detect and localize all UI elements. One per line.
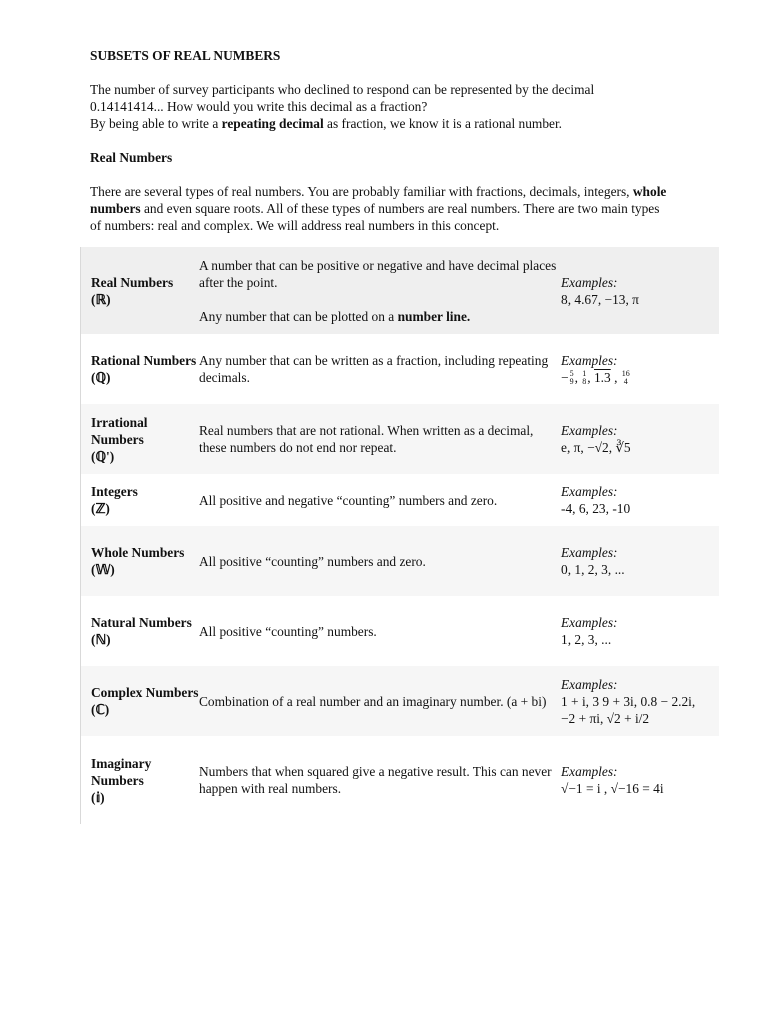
- example-values: − 5 9 , 1 8 , 1.3 , 16 4: [561, 369, 630, 387]
- row-definition-cell: [199, 693, 561, 710]
- overview-line-2-post: and even square roots. All of these types of numbers are real numbers. There are two main types: [140, 201, 660, 216]
- term-label: Real Numbers: [91, 274, 174, 290]
- example-values: √−1 = i , √−16 = 4i: [561, 781, 664, 796]
- intro-line-1: The number of survey participants who declined to respond can be represented by the decimal: [90, 82, 595, 97]
- definition-text: Any number that can be written as a fraction, including repeating decimals.: [199, 353, 549, 385]
- row-term-cell: [81, 483, 199, 517]
- term-symbol: (ℚ): [91, 370, 111, 385]
- term-label: Imaginary Numbers: [91, 755, 152, 788]
- row-example-cell: [561, 352, 709, 387]
- term-label: Irrational Numbers: [91, 414, 148, 447]
- term-symbol: (𝕚): [91, 789, 105, 805]
- term-symbol: (ℤ): [91, 501, 110, 516]
- fraction-numerator: 1: [582, 369, 587, 379]
- row-definition-cell: [199, 422, 561, 456]
- fraction-denominator: 8: [582, 377, 587, 387]
- row-example-cell: [561, 614, 709, 648]
- example-values: 1 + i, 3 9 + 3i, 0.8 − 2.2i, −2 + πi, √2 + i/2: [561, 693, 696, 726]
- example-values: 0, 1, 2, 3, ...: [561, 562, 625, 577]
- term-symbol: (ℕ): [91, 632, 111, 647]
- table-row: [81, 404, 719, 474]
- row-example-cell: [561, 483, 709, 517]
- overview-line-1-pre: There are several types of real numbers. You are probably familiar with fractions, decimals, integers,: [90, 184, 633, 199]
- row-term-cell: [81, 414, 199, 465]
- overview-line-1-bold: whole: [632, 184, 667, 199]
- term-label: Rational Numbers: [91, 353, 197, 368]
- definition-text: All positive “counting” numbers.: [199, 623, 377, 639]
- example-values: 1, 2, 3, ...: [561, 632, 612, 647]
- fraction: [582, 370, 586, 386]
- document-body: [90, 47, 730, 234]
- intro-line-3-bold: repeating decimal: [221, 116, 324, 131]
- definition-text: All positive “counting” numbers and zero.: [199, 553, 426, 569]
- row-term-cell: [81, 544, 199, 578]
- table-row: [81, 474, 719, 526]
- example-values: 8, 4.67, −13, π: [561, 291, 639, 307]
- definition-text: A number that can be positive or negative and have decimal places after the point.: [199, 257, 557, 290]
- term-label: Complex Numbers: [91, 685, 199, 700]
- example-values: e, π, −√2, ∛5: [561, 440, 631, 455]
- definition-text: Combination of a real number and an imaginary number. (a + bi): [199, 693, 547, 709]
- fraction: [622, 370, 630, 386]
- examples-label: Examples:: [561, 615, 618, 630]
- overview-line-2: [90, 200, 730, 217]
- overview-line-2-bold: numbers: [90, 201, 141, 216]
- row-term-cell: [81, 755, 199, 806]
- row-example-cell: [561, 544, 709, 578]
- row-definition-cell: [199, 623, 561, 640]
- term-symbol: (ℚ'): [91, 448, 115, 464]
- table-row: [81, 526, 719, 596]
- row-definition-cell: [199, 352, 561, 386]
- table-row: [81, 666, 719, 736]
- table-row: [81, 736, 719, 824]
- definition-text: Numbers that when squared give a negative result. This can never happen with real numbers.: [199, 764, 552, 796]
- row-example-cell: [561, 676, 709, 727]
- term-symbol: (𝕎): [91, 562, 115, 577]
- definition-text: Real numbers that are not rational. When written as a decimal, these numbers do not end nor repeat.: [199, 423, 534, 455]
- definition-2-pre: Any number that can be plotted on a: [199, 308, 398, 324]
- row-term-cell: [81, 684, 199, 718]
- row-definition-cell: [199, 257, 561, 325]
- row-term-cell: [81, 352, 199, 386]
- examples-label: Examples:: [561, 676, 618, 692]
- example-values: -4, 6, 23, -10: [561, 501, 631, 516]
- fraction-numerator: 5: [569, 369, 574, 379]
- intro-line-3-pre: By being able to write a: [90, 116, 222, 131]
- row-definition-cell: [199, 492, 561, 509]
- examples-label: Examples:: [561, 484, 618, 499]
- examples-label: Examples:: [561, 352, 618, 368]
- row-term-cell: [81, 614, 199, 648]
- definition-2-bold: number line.: [397, 308, 471, 324]
- definition-text-2: [199, 308, 561, 325]
- intro-line-2: 0.14141414... How would you write this decimal as a fraction?: [90, 99, 428, 114]
- examples-label: Examples:: [561, 764, 618, 779]
- term-symbol: (ℝ): [91, 291, 111, 307]
- row-term-cell: [81, 274, 199, 308]
- number-sets-table: [80, 247, 719, 824]
- repeating-decimal: 1.3: [593, 369, 611, 385]
- fraction-denominator: 4: [623, 377, 628, 387]
- document-title: SUBSETS OF REAL NUMBERS: [90, 48, 281, 63]
- term-symbol: (ℂ): [91, 702, 110, 717]
- examples-label: Examples:: [561, 274, 618, 290]
- definition-text: All positive and negative “counting” numbers and zero.: [199, 492, 498, 508]
- row-definition-cell: [199, 553, 561, 570]
- term-label: Integers: [91, 484, 138, 499]
- row-example-cell: [561, 274, 709, 308]
- examples-label: Examples:: [561, 545, 618, 560]
- table-row: [81, 596, 719, 666]
- examples-label: Examples:: [561, 423, 618, 438]
- section-heading: Real Numbers: [90, 150, 173, 165]
- table-row: [81, 247, 719, 334]
- row-example-cell: [561, 422, 709, 456]
- fraction-denominator: 9: [569, 377, 574, 387]
- overview-line-3: of numbers: real and complex. We will address real numbers in this concept.: [90, 218, 500, 233]
- term-label: Natural Numbers: [91, 615, 192, 630]
- fraction: [570, 370, 574, 386]
- term-label: Whole Numbers: [91, 545, 185, 560]
- overview-line-1: [90, 183, 730, 200]
- table-row: [81, 334, 719, 404]
- intro-line-3: [90, 115, 730, 132]
- intro-line-3-post: as fraction, we know it is a rational number.: [323, 116, 563, 131]
- fraction-numerator: 16: [621, 369, 630, 379]
- row-example-cell: [561, 763, 709, 797]
- row-definition-cell: [199, 763, 561, 797]
